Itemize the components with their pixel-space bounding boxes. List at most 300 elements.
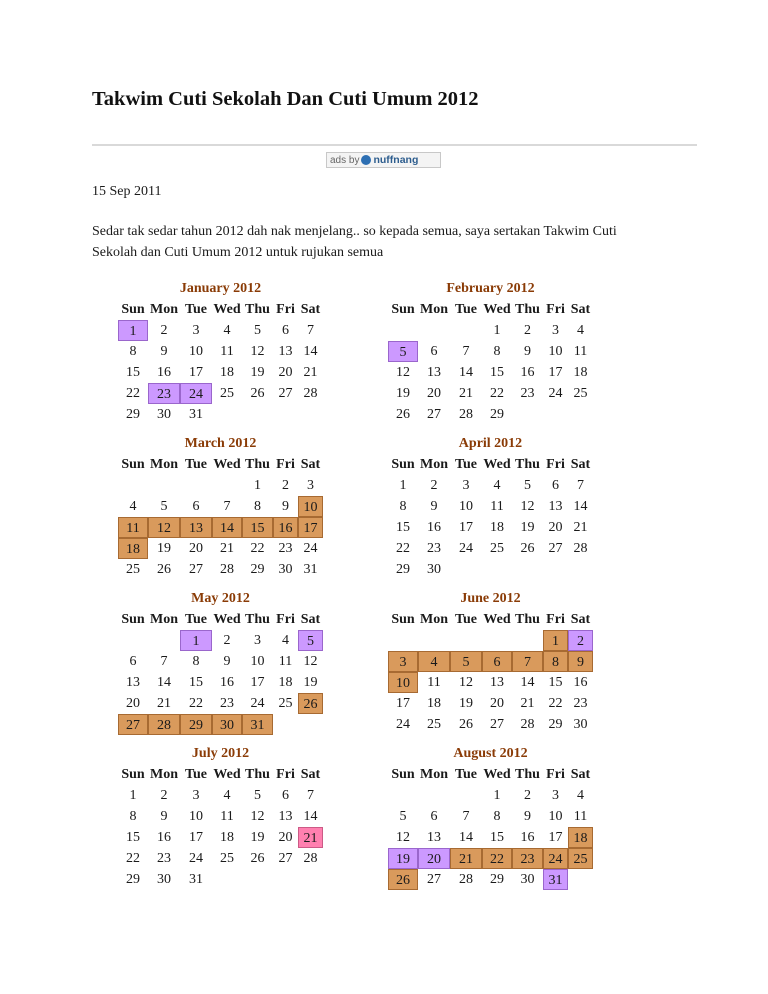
- day-cell: 3: [192, 323, 200, 338]
- day-cell: 28: [459, 872, 473, 887]
- day-cell: 16: [157, 365, 171, 380]
- weekday-header: Thu: [245, 612, 270, 627]
- day-cell: 2: [524, 788, 531, 803]
- day-cell: 11: [427, 675, 441, 690]
- day-cell: 3: [254, 633, 261, 648]
- weekday-header: Fri: [546, 767, 565, 782]
- weekday-header: Mon: [150, 302, 178, 317]
- day-cell: 20: [126, 696, 140, 711]
- day-cell: 1: [493, 323, 501, 338]
- day-cell: 11: [490, 499, 504, 514]
- day-cell: 22: [482, 848, 512, 869]
- weekday-header: Thu: [245, 767, 270, 782]
- day-cell: 12: [250, 344, 265, 359]
- day-cell: 26: [388, 869, 418, 890]
- day-cell: 28: [573, 541, 588, 556]
- day-cell: 26: [396, 407, 410, 422]
- day-cell: 24: [180, 383, 212, 404]
- day-cell: 14: [573, 499, 588, 514]
- day-cell: 24: [303, 541, 318, 556]
- day-cell: 10: [189, 344, 203, 359]
- day-cell: 12: [396, 365, 410, 380]
- day-cell: 15: [490, 830, 504, 845]
- day-cell: 13: [278, 809, 293, 824]
- weekday-header: Thu: [515, 612, 540, 627]
- weekday-header: Mon: [150, 612, 178, 627]
- month-calendar: [388, 433, 593, 580]
- day-cell: 25: [427, 717, 441, 732]
- day-cell: 23: [220, 696, 234, 711]
- day-cell: 14: [520, 675, 535, 690]
- empty-day-cell: [388, 785, 418, 806]
- day-cell: 7: [223, 499, 231, 514]
- weekday-header: Sun: [391, 302, 415, 317]
- day-cell: 2: [568, 630, 593, 651]
- day-cell: 10: [298, 496, 323, 517]
- day-cell: 3: [388, 651, 418, 672]
- day-cell: 13: [180, 517, 212, 538]
- weekday-header: Thu: [245, 302, 270, 317]
- empty-day-cell: [512, 630, 543, 651]
- day-cell: 7: [462, 809, 470, 824]
- calendar-grid: [388, 609, 593, 735]
- day-cell: 29: [490, 407, 504, 422]
- day-cell: 25: [568, 848, 593, 869]
- weekday-header: Sat: [570, 767, 591, 782]
- intro-line-1: Sedar tak sedar tahun 2012 dah nak menjelang.. so kepada semua, saya sertakan Takwim Cuti: [92, 224, 617, 239]
- day-cell: 10: [189, 809, 203, 824]
- day-cell: 27: [278, 851, 293, 866]
- day-cell: 29: [396, 562, 410, 577]
- day-cell: 9: [430, 499, 438, 514]
- day-cell: 4: [282, 633, 289, 648]
- day-cell: 19: [520, 520, 535, 535]
- weekday-header: Wed: [483, 302, 511, 317]
- day-cell: 2: [160, 323, 168, 338]
- day-cell: 5: [298, 630, 323, 651]
- weekday-header: Sun: [121, 612, 145, 627]
- weekday-header: Sat: [570, 457, 591, 472]
- month-title: June 2012: [460, 591, 521, 606]
- weekday-header: Sun: [391, 612, 415, 627]
- day-cell: 9: [568, 651, 593, 672]
- day-cell: 9: [524, 809, 531, 824]
- weekday-header: Sat: [300, 302, 321, 317]
- day-cell: 26: [250, 386, 265, 401]
- day-cell: 4: [493, 478, 501, 493]
- day-cell: 11: [220, 809, 234, 824]
- weekday-header: Mon: [150, 767, 178, 782]
- empty-day-cell: [388, 630, 418, 651]
- day-cell: 30: [427, 562, 441, 577]
- intro-line-2: Sekolah dan Cuti Umum 2012 untuk rujukan semua: [92, 245, 384, 260]
- day-cell: 24: [543, 848, 568, 869]
- day-cell: 14: [303, 809, 318, 824]
- day-cell: 30: [573, 717, 588, 732]
- weekday-header: Sun: [121, 457, 145, 472]
- day-cell: 7: [307, 788, 314, 803]
- day-cell: 10: [388, 672, 418, 693]
- day-cell: 19: [303, 675, 318, 690]
- day-cell: 8: [254, 499, 261, 514]
- calendar-grid: [118, 299, 323, 425]
- day-cell: 6: [482, 651, 512, 672]
- day-cell: 31: [242, 714, 273, 735]
- day-cell: 8: [129, 344, 137, 359]
- day-cell: 22: [126, 851, 140, 866]
- month-calendar: [388, 743, 593, 890]
- day-cell: 1: [399, 478, 407, 493]
- day-cell: 22: [126, 386, 140, 401]
- day-cell: 18: [490, 520, 504, 535]
- day-cell: 27: [490, 717, 504, 732]
- day-cell: 8: [543, 651, 568, 672]
- weekday-header: Fri: [276, 767, 295, 782]
- page-title: Takwim Cuti Sekolah Dan Cuti Umum 2012: [92, 88, 479, 110]
- month-calendar: [388, 278, 593, 425]
- empty-day-cell: [212, 475, 242, 496]
- weekday-header: Wed: [483, 457, 511, 472]
- day-cell: 18: [278, 675, 293, 690]
- month-calendar: [388, 588, 593, 735]
- day-cell: 3: [192, 788, 200, 803]
- empty-day-cell: [388, 320, 418, 341]
- day-cell: 18: [427, 696, 441, 711]
- intro-paragraph: [92, 221, 692, 263]
- calendar-grid: [118, 764, 323, 890]
- day-cell: 25: [126, 562, 140, 577]
- day-cell: 23: [427, 541, 441, 556]
- day-cell: 31: [543, 869, 568, 890]
- day-cell: 28: [303, 386, 318, 401]
- day-cell: 4: [577, 323, 584, 338]
- day-cell: 2: [282, 478, 289, 493]
- title-divider: [92, 144, 697, 146]
- month-title: May 2012: [191, 591, 250, 606]
- day-cell: 26: [520, 541, 535, 556]
- day-cell: 27: [548, 541, 563, 556]
- day-cell: 29: [548, 717, 563, 732]
- day-cell: 6: [282, 323, 289, 338]
- day-cell: 1: [493, 788, 501, 803]
- day-cell: 10: [459, 499, 473, 514]
- calendar-grid: [388, 454, 593, 580]
- day-cell: 25: [220, 851, 234, 866]
- day-cell: 24: [548, 386, 563, 401]
- day-cell: 16: [157, 830, 171, 845]
- day-cell: 15: [126, 830, 140, 845]
- day-cell: 11: [573, 809, 588, 824]
- day-cell: 16: [573, 675, 588, 690]
- day-cell: 18: [118, 538, 148, 559]
- day-cell: 22: [548, 696, 563, 711]
- day-cell: 12: [459, 675, 473, 690]
- weekday-header: Tue: [454, 302, 478, 317]
- weekday-header: Tue: [454, 767, 478, 782]
- empty-day-cell: [148, 630, 180, 651]
- day-cell: 21: [298, 827, 323, 848]
- day-cell: 13: [548, 499, 563, 514]
- day-cell: 22: [250, 541, 265, 556]
- day-cell: 21: [573, 520, 588, 535]
- day-cell: 11: [573, 344, 588, 359]
- weekday-header: Wed: [483, 612, 511, 627]
- day-cell: 30: [157, 872, 171, 887]
- ad-label: ads by: [330, 154, 360, 166]
- day-cell: 30: [520, 872, 535, 887]
- weekday-header: Thu: [515, 767, 540, 782]
- day-cell: 1: [129, 788, 137, 803]
- day-cell: 19: [250, 365, 265, 380]
- weekday-header: Wed: [483, 767, 511, 782]
- day-cell: 2: [223, 633, 231, 648]
- day-cell: 9: [160, 344, 168, 359]
- weekday-header: Fri: [276, 457, 295, 472]
- day-cell: 17: [298, 517, 323, 538]
- day-cell: 29: [490, 872, 504, 887]
- day-cell: 15: [242, 517, 273, 538]
- day-cell: 13: [278, 344, 293, 359]
- empty-day-cell: [418, 320, 450, 341]
- day-cell: 3: [552, 323, 559, 338]
- day-cell: 6: [282, 788, 289, 803]
- day-cell: 19: [157, 541, 171, 556]
- day-cell: 29: [180, 714, 212, 735]
- day-cell: 25: [490, 541, 504, 556]
- weekday-header: Mon: [150, 457, 178, 472]
- day-cell: 16: [220, 675, 234, 690]
- weekday-header: Mon: [420, 302, 448, 317]
- day-cell: 8: [192, 654, 200, 669]
- post-date: 15 Sep 2011: [92, 184, 162, 199]
- day-cell: 3: [552, 788, 559, 803]
- weekday-header: Mon: [420, 767, 448, 782]
- day-cell: 12: [250, 809, 265, 824]
- day-cell: 23: [520, 386, 535, 401]
- day-cell: 26: [298, 693, 323, 714]
- empty-day-cell: [180, 475, 212, 496]
- day-cell: 21: [303, 365, 318, 380]
- weekday-header: Wed: [213, 457, 241, 472]
- day-cell: 5: [524, 478, 531, 493]
- day-cell: 6: [430, 809, 438, 824]
- day-cell: 2: [430, 478, 438, 493]
- month-calendar: [118, 433, 323, 580]
- day-cell: 25: [573, 386, 588, 401]
- day-cell: 1: [118, 320, 148, 341]
- day-cell: 29: [126, 407, 140, 422]
- day-cell: 22: [189, 696, 203, 711]
- day-cell: 17: [250, 675, 265, 690]
- day-cell: 20: [278, 365, 293, 380]
- day-cell: 6: [192, 499, 200, 514]
- day-cell: 19: [396, 386, 410, 401]
- month-title: August 2012: [453, 746, 528, 761]
- weekday-header: Fri: [546, 302, 565, 317]
- weekday-header: Sat: [300, 612, 321, 627]
- day-cell: 10: [548, 809, 563, 824]
- month-title: February 2012: [446, 281, 535, 296]
- day-cell: 3: [307, 478, 314, 493]
- day-cell: 22: [490, 386, 504, 401]
- day-cell: 18: [220, 830, 234, 845]
- day-cell: 28: [303, 851, 318, 866]
- day-cell: 24: [250, 696, 265, 711]
- day-cell: 15: [126, 365, 140, 380]
- weekday-header: Wed: [213, 302, 241, 317]
- day-cell: 13: [490, 675, 504, 690]
- day-cell: 5: [254, 788, 261, 803]
- day-cell: 21: [450, 848, 482, 869]
- day-cell: 14: [212, 517, 242, 538]
- weekday-header: Tue: [184, 767, 208, 782]
- day-cell: 30: [157, 407, 171, 422]
- day-cell: 13: [427, 365, 441, 380]
- weekday-header: Thu: [515, 457, 540, 472]
- weekday-header: Sat: [570, 302, 591, 317]
- empty-day-cell: [450, 630, 482, 651]
- weekday-header: Tue: [454, 457, 478, 472]
- weekday-header: Sun: [391, 767, 415, 782]
- empty-day-cell: [450, 785, 482, 806]
- day-cell: 12: [303, 654, 318, 669]
- weekday-header: Sun: [121, 767, 145, 782]
- month-calendar: [118, 278, 323, 425]
- empty-day-cell: [148, 475, 180, 496]
- day-cell: 6: [129, 654, 137, 669]
- day-cell: 13: [126, 675, 140, 690]
- weekday-header: Mon: [420, 612, 448, 627]
- weekday-header: Fri: [276, 302, 295, 317]
- day-cell: 10: [548, 344, 563, 359]
- day-cell: 27: [427, 872, 441, 887]
- empty-day-cell: [450, 320, 482, 341]
- day-cell: 3: [462, 478, 470, 493]
- day-cell: 18: [568, 827, 593, 848]
- day-cell: 24: [189, 851, 203, 866]
- day-cell: 28: [520, 717, 535, 732]
- day-cell: 17: [548, 365, 563, 380]
- weekday-header: Wed: [213, 767, 241, 782]
- calendar-grid: [388, 299, 593, 425]
- day-cell: 23: [512, 848, 543, 869]
- day-cell: 15: [490, 365, 504, 380]
- weekday-header: Sat: [570, 612, 591, 627]
- day-cell: 17: [459, 520, 473, 535]
- day-cell: 16: [427, 520, 441, 535]
- day-cell: 18: [573, 365, 588, 380]
- empty-day-cell: [482, 630, 512, 651]
- month-calendar: [118, 588, 323, 735]
- day-cell: 7: [512, 651, 543, 672]
- month-title: April 2012: [458, 436, 523, 451]
- day-cell: 10: [250, 654, 265, 669]
- day-cell: 1: [180, 630, 212, 651]
- day-cell: 27: [427, 407, 441, 422]
- weekday-header: Fri: [546, 612, 565, 627]
- day-cell: 19: [459, 696, 473, 711]
- day-cell: 20: [490, 696, 504, 711]
- ad-banner[interactable]: [326, 152, 441, 168]
- day-cell: 26: [459, 717, 473, 732]
- weekday-header: Sat: [300, 767, 321, 782]
- day-cell: 15: [189, 675, 203, 690]
- day-cell: 2: [160, 788, 168, 803]
- empty-day-cell: [418, 785, 450, 806]
- day-cell: 30: [212, 714, 242, 735]
- day-cell: 25: [220, 386, 234, 401]
- day-cell: 7: [462, 344, 470, 359]
- day-cell: 28: [220, 562, 234, 577]
- day-cell: 20: [278, 830, 293, 845]
- day-cell: 28: [459, 407, 473, 422]
- day-cell: 21: [220, 541, 234, 556]
- day-cell: 16: [520, 830, 535, 845]
- day-cell: 7: [307, 323, 314, 338]
- day-cell: 9: [223, 654, 231, 669]
- day-cell: 5: [160, 499, 168, 514]
- month-title: July 2012: [191, 746, 250, 761]
- calendar-grid: [388, 764, 593, 890]
- weekday-header: Tue: [184, 457, 208, 472]
- day-cell: 19: [250, 830, 265, 845]
- day-cell: 7: [577, 478, 584, 493]
- weekday-header: Fri: [546, 457, 565, 472]
- day-cell: 17: [189, 365, 203, 380]
- day-cell: 28: [148, 714, 180, 735]
- day-cell: 5: [254, 323, 261, 338]
- nuffnang-logo-icon: [361, 155, 371, 165]
- day-cell: 21: [157, 696, 171, 711]
- weekday-header: Tue: [454, 612, 478, 627]
- day-cell: 27: [118, 714, 148, 735]
- day-cell: 8: [399, 499, 407, 514]
- weekday-header: Sun: [391, 457, 415, 472]
- day-cell: 27: [278, 386, 293, 401]
- day-cell: 9: [160, 809, 168, 824]
- day-cell: 23: [573, 696, 588, 711]
- day-cell: 19: [388, 848, 418, 869]
- day-cell: 20: [189, 541, 203, 556]
- day-cell: 14: [157, 675, 171, 690]
- ad-brand: nuffnang: [373, 154, 419, 166]
- day-cell: 20: [427, 386, 441, 401]
- weekday-header: Sat: [300, 457, 321, 472]
- day-cell: 6: [430, 344, 438, 359]
- day-cell: 18: [220, 365, 234, 380]
- weekday-header: Fri: [276, 612, 295, 627]
- day-cell: 4: [418, 651, 450, 672]
- day-cell: 5: [450, 651, 482, 672]
- day-cell: 31: [189, 407, 203, 422]
- day-cell: 15: [548, 675, 563, 690]
- day-cell: 17: [396, 696, 410, 711]
- day-cell: 9: [524, 344, 531, 359]
- day-cell: 2: [524, 323, 531, 338]
- day-cell: 29: [250, 562, 265, 577]
- day-cell: 1: [543, 630, 568, 651]
- day-cell: 24: [459, 541, 473, 556]
- weekday-header: Mon: [420, 457, 448, 472]
- day-cell: 8: [493, 809, 501, 824]
- day-cell: 12: [520, 499, 535, 514]
- weekday-header: Tue: [184, 612, 208, 627]
- month-title: January 2012: [179, 281, 262, 296]
- day-cell: 23: [278, 541, 293, 556]
- day-cell: 4: [223, 323, 231, 338]
- day-cell: 20: [418, 848, 450, 869]
- weekday-header: Wed: [213, 612, 241, 627]
